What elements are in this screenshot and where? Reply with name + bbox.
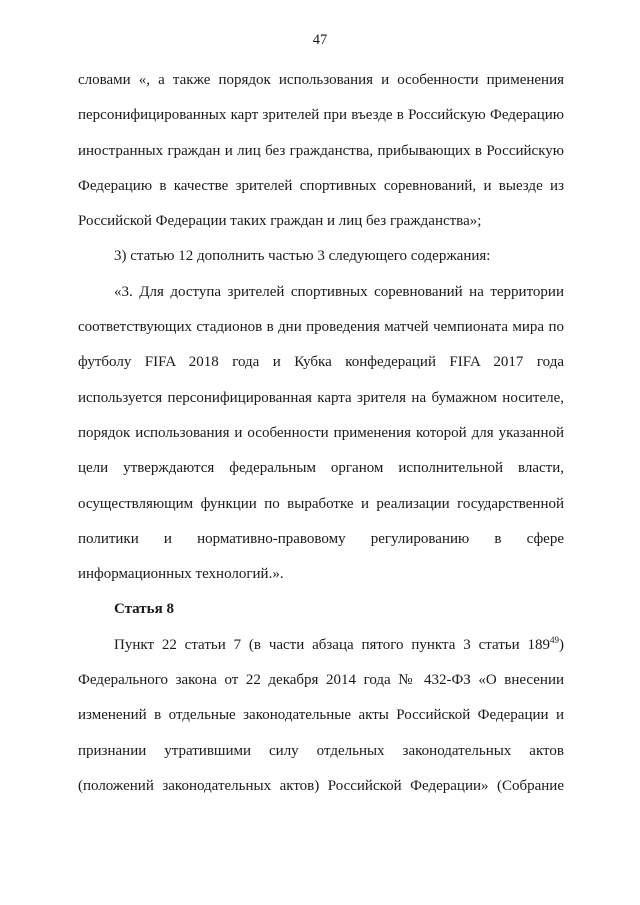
text-line: соответствующих стадионов в дни проведения матчей чемпионата мира по [78,319,564,336]
text-line: словами «, а также порядок использования и особенности применения [78,72,564,88]
article-first-line-end: ) [559,636,564,653]
text-line: изменений в отдельные законодательные акты Российской Федерации и [78,707,564,724]
text-line: цели утверждаются федеральным органом исполнительной власти, [78,460,564,477]
text-line: информационных технологий.». [78,566,284,583]
article-first-line [78,628,564,663]
text-line: политики и нормативно-правовому регулированию в сфере [78,530,564,547]
text-line: Российской Федерации таких граждан и лиц без гражданства»; [78,213,482,230]
text-line: порядок использования и особенности применения которой для указанной [78,424,564,441]
article-first-line-text: Пункт 22 статьи 7 (в части абзаца пятого пункта 3 статьи 189 [114,636,550,653]
article-heading: Статья 8 [114,601,174,618]
page-number: 47 [312,32,328,48]
text-line: футболу FIFA 2018 года и Кубка конфедераций FIFA 2017 года [78,354,564,371]
text-line: используется персонифицированная карта зрителя на бумажном носителе, [78,389,564,406]
paragraph-lines [78,63,564,592]
text-line: «3. Для доступа зрителей спортивных соревнований на территории [114,283,564,300]
text-line: иностранных граждан и лиц без гражданства, прибывающих в Российскую [78,142,564,159]
document-body [78,63,564,804]
footnote-superscript: 49 [550,634,559,645]
text-line: признании утратившими силу отдельных законодательных актов [78,742,564,759]
text-line: 3) статью 12 дополнить частью 3 следующего содержания: [114,248,491,265]
text-line: Федерального закона от 22 декабря 2014 года № 432-ФЗ «О внесении [78,672,564,689]
article-lines [78,663,564,804]
text-line: (положений законодательных актов) Российской Федерации» (Собрание [78,777,564,794]
text-line: персонифицированных карт зрителей при въезде в Российскую Федерацию [78,107,564,124]
text-line: осуществляющим функции по выработке и реализации государственной [78,495,564,512]
text-line: Федерацию в качестве зрителей спортивных соревнований, и выезде из [78,177,564,194]
